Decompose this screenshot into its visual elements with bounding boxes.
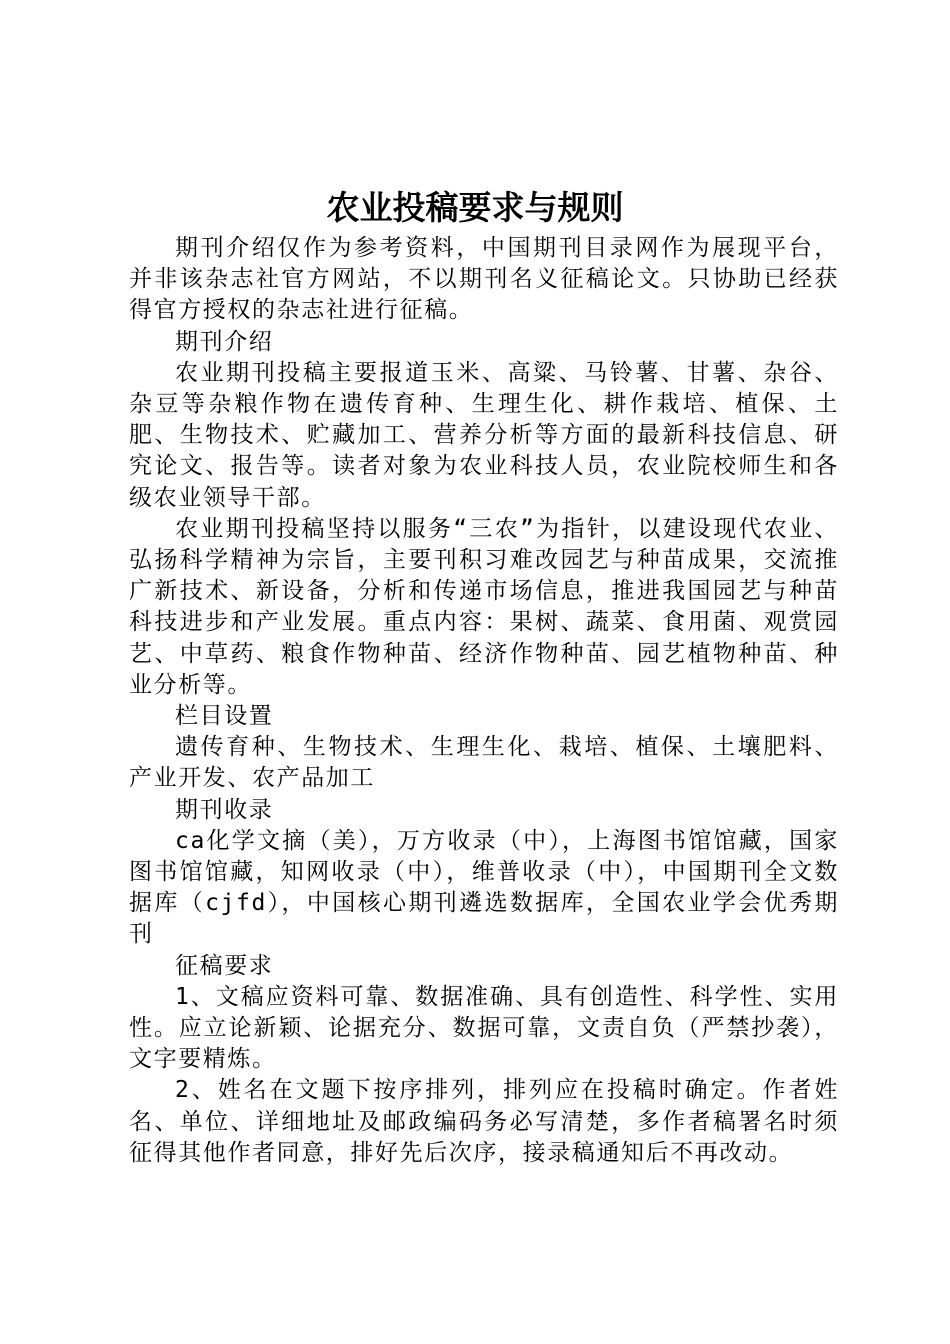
paragraph-columns: 遗传育种、生物技术、生理生化、栽培、植保、土壤肥料、产业开发、农产品加工 <box>129 734 839 792</box>
paragraph-requirement-2: 2、姓名在文题下按序排列，排列应在投稿时确定。作者姓名、单位、详细地址及邮政编码务必写清楚，多作者稿署名时须征得其他作者同意，排好先后次序，接录稿通知后不再改动。 <box>129 1077 839 1166</box>
paragraph-disclaimer: 期刊介绍仅作为参考资料，中国期刊目录网作为展现平台，并非该杂志社官方网站，不以期刊名义征稿论文。只协助已经获得官方授权的杂志社进行征稿。 <box>129 235 839 324</box>
paragraph-coverage: 农业期刊投稿主要报道玉米、高粱、马铃薯、甘薯、杂谷、杂豆等杂粮作物在遗传育种、生理生化、耕作栽培、植保、土肥、生物技术、贮藏加工、营养分析等方面的最新科技信息、研究论文、报告等。读者对象为农业科技人员，农业院校师生和各级农业领导干部。 <box>129 359 839 511</box>
document-title: 农业投稿要求与规则 <box>326 188 624 227</box>
section-heading-journal-intro: 期刊介绍 <box>175 328 274 355</box>
paragraph-mission: 农业期刊投稿坚持以服务“三农”为指针，以建设现代农业、弘扬科学精神为宗旨，主要刊积习难改园艺与种苗成果，交流推广新技术、新设备，分析和传递市场信息，推进我国园艺与种苗科技进步和产业发展。重点内容：果树、蔬菜、食用菌、观赏园艺、中草药、粮食作物种苗、经济作物种苗、园艺植物种苗、种业分析等。 <box>129 515 839 698</box>
section-heading-columns: 栏目设置 <box>175 703 274 730</box>
paragraph-indexing: ca化学文摘（美），万方收录（中），上海图书馆馆藏，国家图书馆馆藏，知网收录（中），维普收录（中），中国期刊全文数据库（cjfd），中国核心期刊遴选数据库，全国农业学会优秀期刊 <box>129 827 839 948</box>
section-heading-requirements: 征稿要求 <box>175 952 274 979</box>
document-body <box>129 233 839 1169</box>
paragraph-requirement-1: 1、文稿应资料可靠、数据准确、具有创造性、科学性、实用性。应立论新颖、论据充分、数据可靠，文责自负（严禁抄袭），文字要精炼。 <box>129 983 839 1073</box>
section-heading-indexing: 期刊收录 <box>175 796 274 823</box>
